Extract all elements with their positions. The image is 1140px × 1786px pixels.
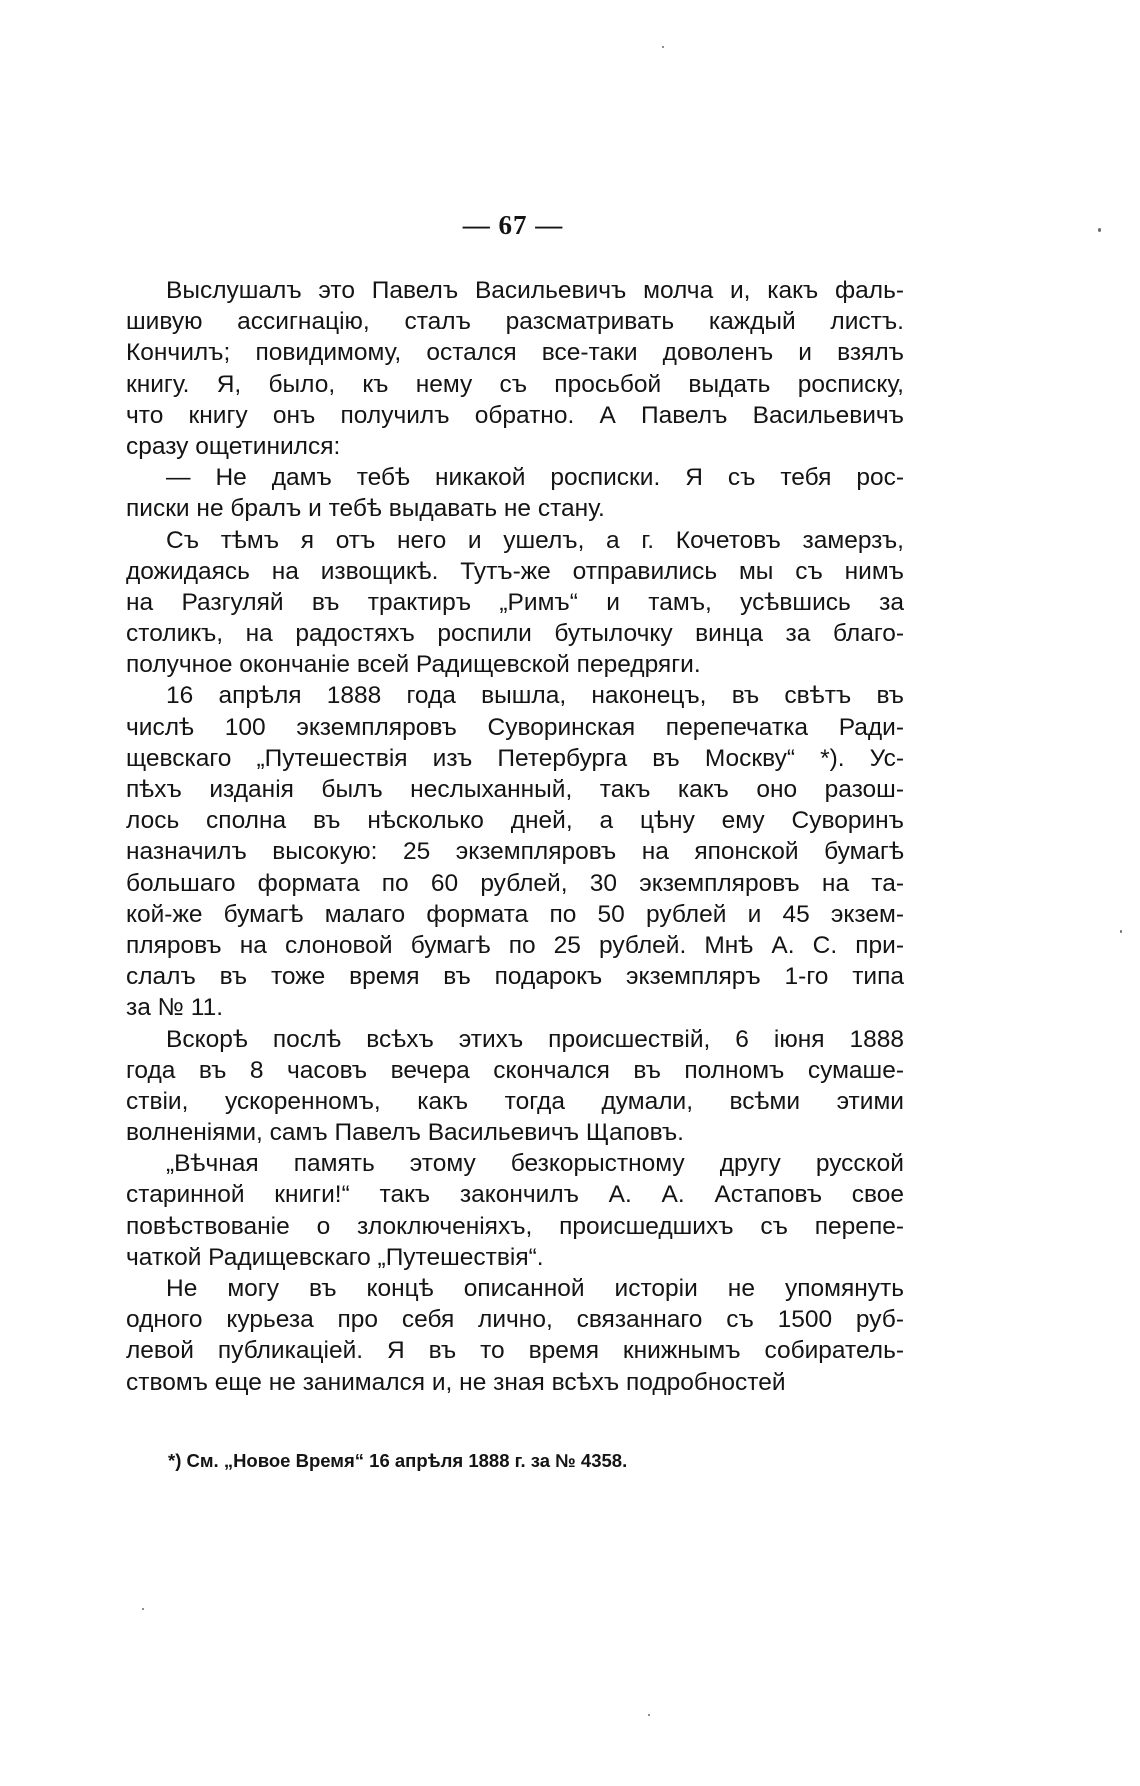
paragraph	[126, 680, 904, 1023]
paragraph	[126, 1024, 904, 1149]
text-line: писки не бралъ и тебѣ выдавать не стану.	[126, 495, 605, 523]
text-line: числѣ 100 экземпляровъ Суворинская перепечатка Ради-	[126, 713, 904, 741]
text-line: лось сполна въ нѣсколько дней, а цѣну ему Суворинъ	[126, 807, 904, 835]
text-line: назначилъ высокую: 25 экземпляровъ на японской бумагѣ	[126, 838, 904, 866]
text-line: большаго формата по 60 рублей, 30 экземпляровъ на та-	[126, 869, 904, 897]
text-line: пѣхъ изданія былъ неслыханный, такъ какъ оно разош-	[126, 776, 904, 803]
text-line: Выслушалъ это Павелъ Васильевичъ молча и, какъ фаль-	[166, 277, 904, 304]
text-line: пляровъ на слоновой бумагѣ по 25 рублей. Мнѣ А. С. при-	[126, 931, 904, 959]
scan-speck	[1120, 930, 1122, 933]
text-line: кой-же бумагѣ малаго формата по 50 рублей и 45 экзем-	[126, 900, 904, 928]
text-line: на Разгуляй въ трактиръ „Римъ“ и тамъ, усѣвшись за	[126, 588, 904, 616]
text-line: щевскаго „Путешествія изъ Петербурга въ Москву“ *). Ус-	[126, 744, 904, 772]
text-line: за № 11.	[126, 994, 223, 1022]
footnote: *) См. „Новое Время“ 16 апрѣля 1888 г. за № 4358.	[168, 1450, 628, 1471]
scan-speck	[1098, 228, 1101, 232]
body-text	[126, 275, 904, 1398]
text-line: книгу. Я, было, къ нему съ просьбой выдать росписку,	[126, 370, 904, 398]
scan-speck	[662, 46, 664, 48]
paragraph	[126, 1148, 904, 1273]
text-line: „Вѣчная память этому безкорыстному другу русской	[166, 1150, 904, 1178]
text-line: дожидаясь на извощикѣ. Тутъ-же отправились мы съ нимъ	[126, 557, 904, 585]
text-line: столикъ, на радостяхъ роспили бутылочку винца за благо-	[126, 620, 904, 648]
text-line: чаткой Радищевскаго „Путешествія“.	[126, 1243, 544, 1271]
scan-speck	[142, 1608, 144, 1610]
paragraph	[126, 275, 904, 462]
text-line: шивую ассигнацію, сталъ разсматривать каждый листъ.	[126, 308, 904, 336]
text-line: Вскорѣ послѣ всѣхъ этихъ происшествій, 6 іюня 1888	[166, 1025, 904, 1053]
paragraph	[126, 462, 904, 524]
text-line: Кончилъ; повидимому, остался все-таки доволенъ и взялъ	[126, 339, 904, 367]
text-line: — Не дамъ тебѣ никакой росписки. Я съ тебя рос-	[166, 464, 904, 492]
text-line: старинной книги!“ такъ закончилъ А. А. Астаповъ свое	[126, 1181, 904, 1209]
text-line: сразу ощетинился:	[126, 432, 341, 460]
text-line: получное окончаніе всей Радищевской передряги.	[126, 651, 701, 679]
text-line: ствіи, ускоренномъ, какъ тогда думали, всѣми этими	[126, 1087, 904, 1115]
text-line: ствомъ еще не занимался и, не зная всѣхъ подробностей	[126, 1368, 786, 1396]
text-line: одного курьеза про себя лично, связаннаго съ 1500 руб-	[126, 1306, 904, 1334]
text-line: Не могу въ концѣ описанной исторіи не упомянуть	[166, 1275, 904, 1302]
paragraph	[126, 525, 904, 681]
text-line: года въ 8 часовъ вечера скончался въ полномъ сумаше-	[126, 1056, 904, 1084]
text-line: Съ тѣмъ я отъ него и ушелъ, а г. Кочетовъ замерзъ,	[166, 526, 904, 554]
paragraph	[126, 1273, 904, 1398]
text-line: слалъ въ тоже время въ подарокъ экземпляръ 1-го типа	[126, 963, 904, 991]
text-line: волненіями, самъ Павелъ Васильевичъ Щаповъ.	[126, 1119, 684, 1147]
scan-speck	[648, 1714, 650, 1716]
text-line: 16 апрѣля 1888 года вышла, наконецъ, въ свѣтъ въ	[166, 682, 904, 710]
text-line: левой публикаціей. Я въ то время книжнымъ собиратель-	[126, 1337, 904, 1365]
page-number: — 67 —	[462, 210, 564, 240]
text-line: что книгу онъ получилъ обратно. А Павелъ Васильевичъ	[126, 401, 904, 429]
text-line: повѣствованіе о злоключеніяхъ, происшедшихъ съ перепе-	[126, 1212, 904, 1240]
